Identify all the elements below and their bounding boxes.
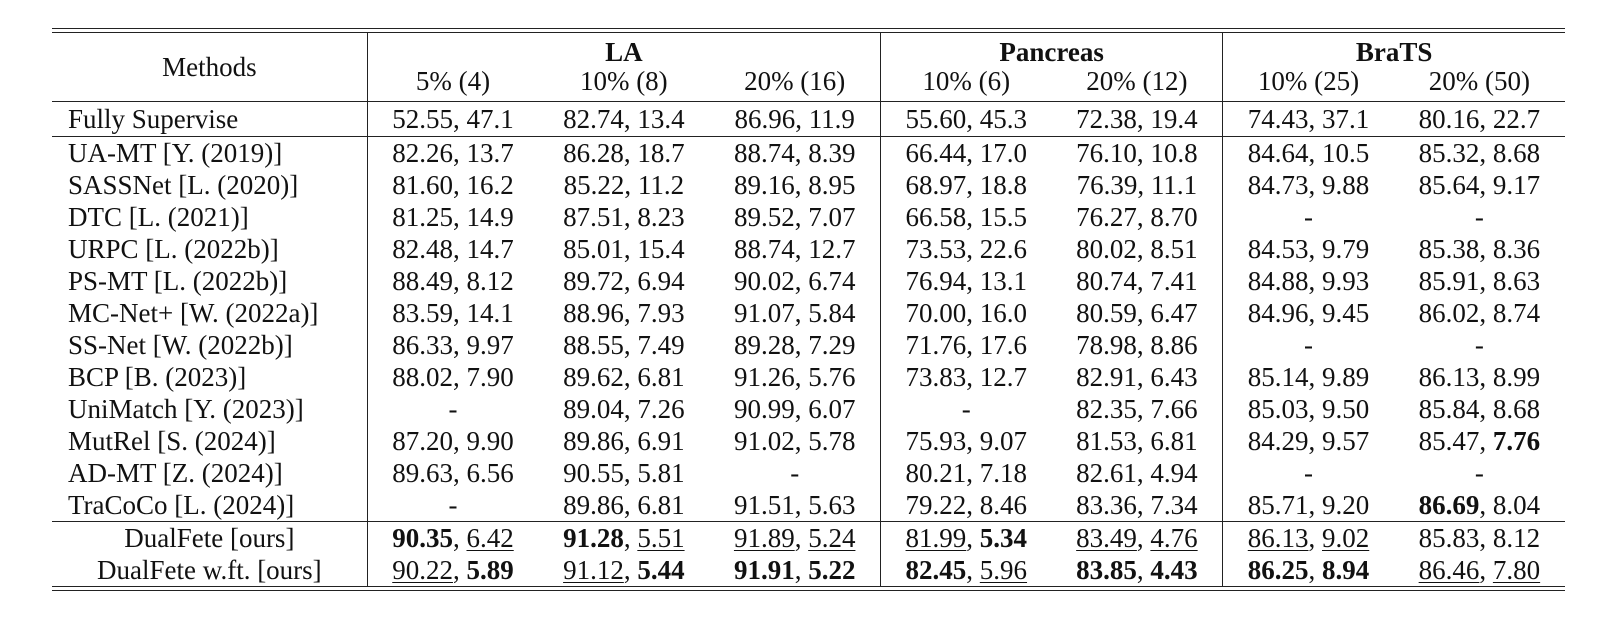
group-header-brats: BraTS	[1223, 33, 1565, 67]
cell-value: -	[1304, 329, 1313, 360]
cell-value: 82.26, 13.7	[392, 137, 514, 168]
table-row	[52, 425, 1565, 457]
cell-value: 85.64, 9.17	[1418, 169, 1541, 200]
cell-value: 82.91, 6.43	[1076, 361, 1198, 392]
result-cell	[1223, 169, 1394, 201]
subheader: 20% (50)	[1428, 66, 1531, 96]
result-cell	[1052, 425, 1223, 457]
cell-value: 87.20, 9.90	[392, 425, 514, 456]
cell-value: ,	[1308, 522, 1322, 553]
result-cell	[881, 137, 1052, 170]
cell-value: 91.51, 5.63	[733, 489, 856, 520]
cell-value: ,	[1136, 522, 1151, 553]
cell-value: 73.83, 12.7	[905, 361, 1028, 392]
method-name: MC-Net+ [W. (2022a)]	[68, 297, 319, 328]
result-cell	[538, 233, 709, 265]
cell-value: 85.14, 9.89	[1247, 361, 1370, 392]
result-cell	[538, 522, 709, 555]
result-cell	[709, 361, 880, 393]
cell-value: 86.46	[1418, 554, 1480, 585]
subheader: 10% (25)	[1223, 67, 1394, 102]
cell-value: 89.04, 7.26	[563, 393, 685, 424]
cell-value: 91.26, 5.76	[733, 361, 856, 392]
method-name: TraCoCo [L. (2024)]	[68, 489, 295, 520]
cell-value: 4.76	[1150, 522, 1198, 553]
cell-value: 91.28	[563, 522, 624, 553]
result-cell	[709, 102, 880, 137]
cell-value: 85.71, 9.20	[1247, 489, 1370, 520]
result-cell	[1394, 137, 1565, 170]
result-cell	[709, 457, 880, 489]
result-cell	[1394, 425, 1565, 457]
result-cell	[367, 329, 538, 361]
result-cell	[1223, 522, 1394, 555]
cell-value: 84.73, 9.88	[1247, 169, 1370, 200]
result-cell	[1223, 265, 1394, 297]
cell-value: 86.25	[1247, 554, 1309, 585]
cell-value: ,	[966, 522, 980, 553]
cell-value: 89.52, 7.07	[733, 201, 856, 232]
result-cell	[367, 554, 538, 586]
result-cell	[1052, 169, 1223, 201]
result-cell	[709, 522, 880, 555]
cell-value: , 8.04	[1479, 489, 1541, 520]
result-cell	[1223, 297, 1394, 329]
cell-value: -	[1474, 329, 1484, 360]
result-cell	[709, 297, 880, 329]
cell-value: 55.60, 45.3	[905, 103, 1028, 134]
cell-value: ,	[452, 522, 467, 553]
cell-value: 89.63, 6.56	[392, 457, 514, 488]
result-cell	[538, 329, 709, 361]
result-cell	[367, 201, 538, 233]
cell-value: 81.53, 6.81	[1076, 425, 1198, 456]
cell-value: 86.28, 18.7	[563, 137, 685, 168]
table-row	[52, 554, 1565, 586]
cell-value: 85.32, 8.68	[1418, 137, 1541, 168]
cell-value: 73.53, 22.6	[905, 233, 1028, 264]
cell-value: 91.07, 5.84	[733, 297, 856, 328]
table-row	[52, 361, 1565, 393]
cell-value: 80.74, 7.41	[1076, 265, 1198, 296]
cell-value: ,	[452, 554, 467, 585]
method-name: PS-MT [L. (2022b)]	[68, 265, 288, 296]
cell-value: -	[1304, 457, 1313, 488]
result-cell	[881, 329, 1052, 361]
cell-value: 88.49, 8.12	[392, 265, 514, 296]
cell-value: 86.13	[1247, 522, 1309, 553]
result-cell	[1394, 554, 1565, 586]
cell-value: 5.89	[466, 554, 514, 585]
result-cell	[709, 425, 880, 457]
result-cell	[538, 393, 709, 425]
table-row	[52, 265, 1565, 297]
cell-value: 76.39, 11.1	[1076, 169, 1198, 200]
cell-value: 89.28, 7.29	[733, 329, 856, 360]
table-header	[52, 33, 1565, 102]
method-name: UniMatch [Y. (2023)]	[68, 393, 304, 424]
result-cell	[1052, 102, 1223, 137]
cell-value: 80.02, 8.51	[1076, 233, 1198, 264]
cell-value: 5.51	[637, 522, 685, 553]
cell-value: 68.97, 18.8	[905, 169, 1028, 200]
result-cell	[538, 169, 709, 201]
result-cell	[538, 102, 709, 137]
result-cell	[881, 233, 1052, 265]
cell-value: 7.76	[1492, 425, 1541, 456]
result-cell	[1223, 489, 1394, 522]
result-cell	[1394, 329, 1565, 361]
result-cell	[367, 522, 538, 555]
cell-value: 76.10, 10.8	[1076, 137, 1198, 168]
result-cell	[538, 554, 709, 586]
cell-value: 90.55, 5.81	[563, 457, 685, 488]
result-cell	[709, 169, 880, 201]
method-name: DualFete w.ft. [ours]	[96, 554, 322, 585]
cell-value: 75.93, 9.07	[905, 425, 1028, 456]
result-cell	[538, 265, 709, 297]
result-cell	[1052, 137, 1223, 170]
cell-value: 84.64, 10.5	[1247, 137, 1370, 168]
cell-value: 9.02	[1322, 522, 1370, 553]
result-cell	[709, 554, 880, 586]
result-cell	[538, 201, 709, 233]
table-body	[52, 102, 1565, 587]
cell-value: ,	[1479, 554, 1493, 585]
cell-value: 80.59, 6.47	[1076, 297, 1198, 328]
cell-value: 85.47,	[1418, 425, 1493, 456]
result-cell	[538, 137, 709, 170]
result-cell	[881, 457, 1052, 489]
cell-value: 88.74, 8.39	[733, 137, 856, 168]
cell-value: 90.22	[392, 554, 453, 585]
result-cell	[1223, 233, 1394, 265]
cell-value: 90.02, 6.74	[733, 265, 856, 296]
result-cell	[1394, 393, 1565, 425]
result-cell	[1394, 169, 1565, 201]
result-cell	[709, 489, 880, 522]
cell-value: 82.61, 4.94	[1076, 457, 1198, 488]
cell-value: ,	[794, 522, 809, 553]
bottom-double-rule	[52, 586, 1565, 591]
result-cell	[367, 137, 538, 170]
result-cell	[367, 265, 538, 297]
method-name: Fully Supervise	[52, 102, 367, 137]
result-cell	[709, 393, 880, 425]
cell-value: 88.74, 12.7	[733, 233, 856, 264]
cell-value: 86.13, 8.99	[1418, 361, 1541, 392]
table-row	[52, 522, 1565, 555]
cell-value: 89.86, 6.91	[563, 425, 685, 456]
cell-value: 83.36, 7.34	[1076, 489, 1198, 520]
cell-value: 84.53, 9.79	[1247, 233, 1370, 264]
result-cell	[1052, 393, 1223, 425]
cell-value: ,	[966, 554, 980, 585]
result-cell	[1223, 361, 1394, 393]
result-cell	[1052, 522, 1223, 555]
cell-value: 72.38, 19.4	[1076, 103, 1198, 134]
result-cell	[709, 137, 880, 170]
result-cell	[1223, 201, 1394, 233]
result-cell	[709, 201, 880, 233]
method-name: DualFete [ours]	[52, 522, 367, 555]
cell-value: ,	[623, 522, 638, 553]
result-cell	[1394, 201, 1565, 233]
cell-value: 5.34	[979, 522, 1028, 553]
result-cell	[709, 233, 880, 265]
result-cell	[1052, 265, 1223, 297]
result-cell	[881, 265, 1052, 297]
cell-value: 5.24	[808, 522, 856, 553]
result-cell	[1394, 102, 1565, 137]
result-cell	[1052, 233, 1223, 265]
result-cell	[538, 361, 709, 393]
cell-value: 91.91	[733, 554, 795, 585]
method-name: MutRel [S. (2024)]	[68, 425, 276, 456]
cell-value: 7.80	[1492, 554, 1541, 585]
cell-value: 85.84, 8.68	[1418, 393, 1541, 424]
subheader: 20% (16)	[744, 66, 846, 96]
cell-value: 5.96	[979, 554, 1028, 585]
group-header-pancreas: Pancreas	[881, 33, 1223, 67]
result-cell	[367, 489, 538, 522]
cell-value: 85.91, 8.63	[1418, 265, 1541, 296]
result-cell	[538, 425, 709, 457]
method-name: DTC [L. (2021)]	[68, 201, 249, 232]
cell-value: 88.02, 7.90	[392, 361, 514, 392]
table-row	[52, 393, 1565, 425]
result-cell	[367, 297, 538, 329]
cell-value: 84.88, 9.93	[1247, 265, 1370, 296]
cell-value: 81.99	[905, 522, 967, 553]
cell-value: -	[1474, 201, 1484, 232]
cell-value: 89.72, 6.94	[563, 265, 685, 296]
result-cell	[881, 361, 1052, 393]
cell-value: 91.89	[733, 522, 795, 553]
result-cell	[881, 297, 1052, 329]
result-cell	[538, 297, 709, 329]
cell-value: -	[448, 393, 458, 424]
result-cell	[367, 393, 538, 425]
cell-value: ,	[623, 554, 638, 585]
cell-value: 85.38, 8.36	[1418, 233, 1541, 264]
cell-value: 76.94, 13.1	[905, 265, 1028, 296]
cell-value: 85.22, 11.2	[563, 169, 685, 200]
subheader: 5% (4)	[367, 67, 538, 102]
result-cell	[367, 233, 538, 265]
result-cell	[881, 102, 1052, 137]
cell-value: 4.43	[1150, 554, 1198, 585]
result-cell	[1052, 297, 1223, 329]
subheader: 10% (8)	[579, 66, 668, 96]
cell-value: 83.85	[1076, 554, 1137, 585]
cell-value: -	[961, 393, 971, 424]
table-row	[52, 169, 1565, 201]
cell-value: 66.44, 17.0	[905, 137, 1028, 168]
cell-value: -	[448, 489, 458, 520]
cell-value: 81.60, 16.2	[392, 169, 514, 200]
result-cell	[1223, 137, 1394, 170]
cell-value: 85.01, 15.4	[563, 233, 685, 264]
result-cell	[1394, 457, 1565, 489]
cell-value: 70.00, 16.0	[905, 297, 1028, 328]
result-cell	[1052, 361, 1223, 393]
method-name: BCP [B. (2023)]	[68, 361, 247, 392]
methods-header: Methods	[162, 51, 257, 82]
cell-value: 8.94	[1322, 554, 1370, 585]
method-name: URPC [L. (2022b)]	[68, 233, 279, 264]
cell-value: 74.43, 37.1	[1247, 103, 1370, 134]
table-row	[52, 329, 1565, 361]
cell-value: -	[790, 457, 800, 488]
result-cell	[367, 169, 538, 201]
result-cell	[881, 425, 1052, 457]
result-cell	[367, 361, 538, 393]
cell-value: 84.29, 9.57	[1247, 425, 1370, 456]
method-name: SASSNet [L. (2020)]	[68, 169, 299, 200]
result-cell	[881, 201, 1052, 233]
result-cell	[1223, 554, 1394, 586]
cell-value: 88.55, 7.49	[563, 329, 685, 360]
subheader: 10% (6)	[881, 67, 1052, 102]
results-table-wrap	[52, 28, 1565, 591]
subheader: 20% (12)	[1086, 66, 1188, 96]
table-row	[52, 297, 1565, 329]
cell-value: ,	[1308, 554, 1322, 585]
cell-value: ,	[1136, 554, 1151, 585]
cell-value: 89.86, 6.81	[563, 489, 685, 520]
result-cell	[1052, 554, 1223, 586]
result-cell	[1052, 201, 1223, 233]
result-cell	[367, 425, 538, 457]
cell-value: 89.16, 8.95	[733, 169, 856, 200]
cell-value: 82.35, 7.66	[1076, 393, 1198, 424]
cell-value: 85.83, 8.12	[1418, 522, 1541, 553]
cell-value: 89.62, 6.81	[563, 361, 685, 392]
result-cell	[1223, 329, 1394, 361]
table-row	[52, 201, 1565, 233]
cell-value: 83.59, 14.1	[392, 297, 514, 328]
cell-value: 91.12	[563, 554, 624, 585]
result-cell	[881, 554, 1052, 586]
result-cell	[538, 457, 709, 489]
results-table	[52, 33, 1565, 586]
result-cell	[881, 169, 1052, 201]
result-cell	[881, 393, 1052, 425]
cell-value: 71.76, 17.6	[905, 329, 1028, 360]
cell-value: 5.22	[808, 554, 856, 585]
result-cell	[1052, 489, 1223, 522]
cell-value: 80.21, 7.18	[905, 457, 1028, 488]
cell-value: 90.35	[392, 522, 453, 553]
cell-value: 6.42	[466, 522, 514, 553]
cell-value: 81.25, 14.9	[392, 201, 514, 232]
result-cell	[709, 265, 880, 297]
cell-value: 82.74, 13.4	[563, 103, 685, 134]
cell-value: 66.58, 15.5	[905, 201, 1028, 232]
cell-value: 84.96, 9.45	[1247, 297, 1370, 328]
result-cell	[881, 489, 1052, 522]
cell-value: 79.22, 8.46	[905, 489, 1028, 520]
result-cell	[1052, 329, 1223, 361]
result-cell	[1052, 457, 1223, 489]
cell-value: -	[1474, 457, 1484, 488]
table-row	[52, 137, 1565, 170]
cell-value: 90.99, 6.07	[733, 393, 856, 424]
cell-value: 5.44	[637, 554, 685, 585]
table-row	[52, 457, 1565, 489]
cell-value: 85.03, 9.50	[1247, 393, 1370, 424]
cell-value: 86.96, 11.9	[734, 103, 855, 134]
result-cell	[1394, 522, 1565, 555]
group-header-la: LA	[367, 33, 880, 67]
method-name: SS-Net [W. (2022b)]	[68, 329, 293, 360]
table-row	[52, 233, 1565, 265]
result-cell	[1223, 393, 1394, 425]
method-name: UA-MT [Y. (2019)]	[52, 137, 367, 170]
cell-value: 52.55, 47.1	[392, 103, 514, 134]
result-cell	[881, 522, 1052, 555]
cell-value: 87.51, 8.23	[563, 201, 685, 232]
cell-value: -	[1304, 201, 1313, 232]
result-cell	[1394, 265, 1565, 297]
result-cell	[709, 329, 880, 361]
cell-value: 83.49	[1076, 522, 1137, 553]
cell-value: 86.33, 9.97	[392, 329, 514, 360]
cell-value: 82.45	[905, 554, 967, 585]
cell-value: 88.96, 7.93	[563, 297, 685, 328]
cell-value: 86.02, 8.74	[1418, 297, 1541, 328]
result-cell	[1223, 425, 1394, 457]
cell-value: 82.48, 14.7	[392, 233, 514, 264]
cell-value: 91.02, 5.78	[733, 425, 856, 456]
result-cell	[1223, 457, 1394, 489]
result-cell	[367, 102, 538, 137]
result-cell	[1394, 297, 1565, 329]
cell-value: 78.98, 8.86	[1076, 329, 1198, 360]
result-cell	[1394, 233, 1565, 265]
result-cell	[538, 489, 709, 522]
method-name: AD-MT [Z. (2024)]	[68, 457, 283, 488]
table-row	[52, 489, 1565, 522]
cell-value: 86.69	[1418, 489, 1480, 520]
table-row	[52, 102, 1565, 137]
result-cell	[1223, 102, 1394, 137]
cell-value: 80.16, 22.7	[1418, 103, 1541, 134]
result-cell	[1394, 489, 1565, 522]
result-cell	[1394, 361, 1565, 393]
cell-value: 76.27, 8.70	[1076, 201, 1198, 232]
cell-value: ,	[794, 554, 809, 585]
result-cell	[367, 457, 538, 489]
